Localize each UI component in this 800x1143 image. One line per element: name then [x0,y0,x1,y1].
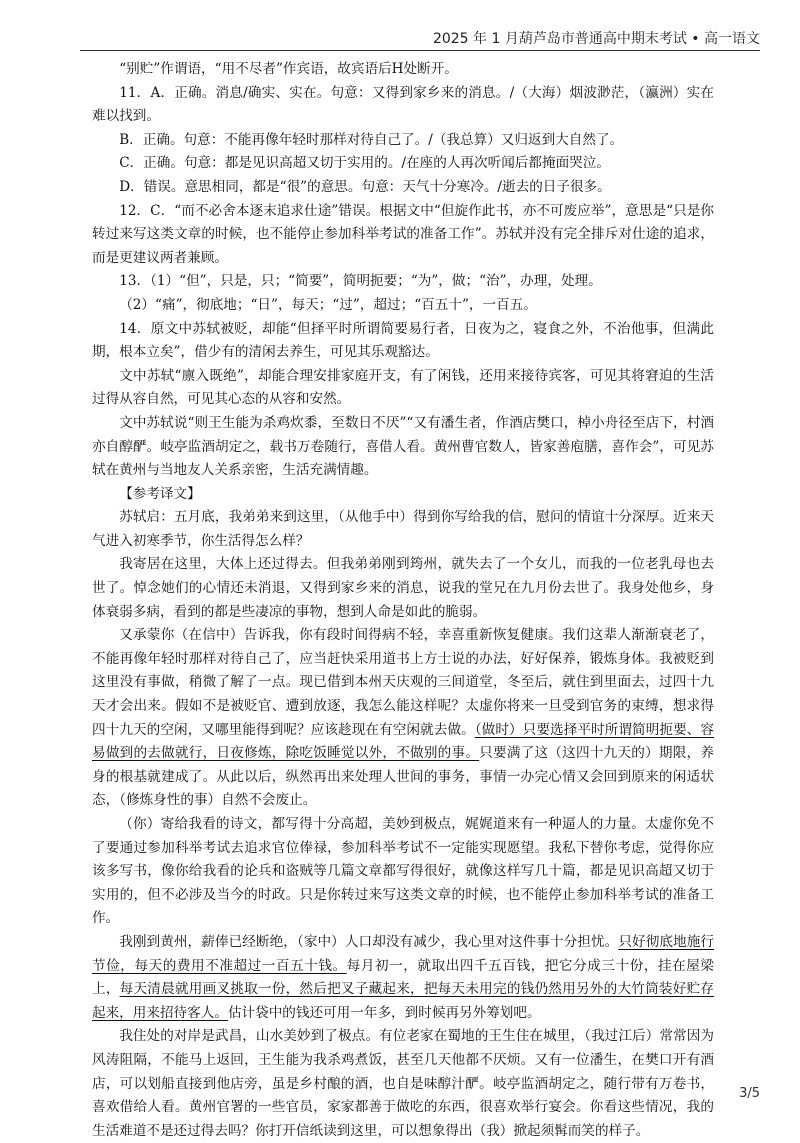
answer-14-point-3: 文中苏轼说“则王生能为杀鸡炊黍，至数日不厌”“又有潘生者，作酒店樊口，棹小舟径至店下，村酒亦自醇酽。岐亭监酒胡定之，载书万卷随行，喜借人看。黄州曹官数人，皆家善庖膳，喜作会”，可见苏轼在黄州与当地友人关系亲密，生活充满情趣。 [92,414,714,479]
answer-11c: C．正确。句意：都是见识高超又切于实用的。/在座的人再次听闻后都掩面哭泣。 [119,155,610,172]
translation-text: 估计袋中的钱还可用一年多，到时候再另外筹划吧。 [227,1004,541,1021]
answer-content [92,58,714,1143]
underlined-sentence: 每天清晨就用画叉挑取一份，然后把叉子藏起来，把每天未用完的钱仍然用另外的大竹筒装好贮存起来，用来招待客人。 [92,981,714,1021]
translation-text: 每月初一，就取出四千五百钱，把它分成三十份，挂在屋梁上， [92,957,715,998]
translation-text: 只要满了这（这四十九天的）期限，养身的根基就建成了。从此以后，纵然再出来处理人世间的事务，事情一办完心情又会回到原来的闲适状态，（修炼身性的事）自然不会废止。 [92,745,715,809]
underlined-sentence: （做时）只要选择平时所谓简明扼要、容易做到的去做就行，日夜修炼，除吃饭睡觉以外，不做别的事。 [92,721,714,762]
answer-11a: 11．A．正确。消息/确实、实在。句意：又得到家乡来的消息。/（大海）烟波渺茫，（瀛洲）实在难以找到。 [92,84,714,125]
answer-14-point-2: 文中苏轼“廪入既绝”，却能合理安排家庭开支，有了闲钱，还用来接待宾客，可见其将窘迫的生活过得从容自然，可见其心态的从容和安然。 [92,367,714,408]
page-header: 2025 年 1 月葫芦岛市普通高中期末考试 • 高一语文 [432,31,760,47]
answer-13-1: 13．（1）“但”，只是，只；“简要”，简明扼要；“为”，做；“治”，办理，处理。 [119,273,602,290]
answer-13-2: （2）“痛”，彻底地；“日”，每天；“过”，超过；“百五十”，一百五。 [119,296,537,313]
translation-paragraph: （你）寄给我看的诗文，都写得十分高超，美妙到极点，娓娓道来有一种逼人的力量。太虚你免不了要通过参加科举考试去追求官位俸禄，参加科举考试不一定能实现愿望。我私下替你考虑，觉得你应该多写书，像你给我看的论兵和盗贼等几篇文章都写得很好，就像这样写几十篇，都是见识高超又切于实用的，但不必涉及当今的时政。只是你转过来写这类文章的时候，也不能停止参加科举考试的准备工作。 [92,816,714,927]
translation-paragraph [92,624,714,813]
page-number: 3/5 [739,1086,760,1101]
translation-text: 我刚到黄州，薪俸已经断绝，（家中）人口却没有减少，我心里对这件事十分担忧。 [119,933,619,950]
translation-heading: 【参考译文】 [119,485,201,502]
translation-text: 又承蒙你（在信中）告诉我，你有段时间得病不轻，幸喜重新恢复健康。我们这辈人渐渐衰老了，不能再像年轻时那样对待自己了，应当赶快采用道书上方士说的办法，好好保养，锻炼身体。我被贬到这里没有事做，稍微了解了一点。现已借到本州天庆观的三间道堂，冬至后，就住到里面去，过四十九天才会出来。假如不是被贬官、遭到放逐，我怎么能这样呢？太虚你将来一旦受到官务的束缚，想求得四十九天的空闲，又哪里能得到呢？应该趁现在有空闲就去做。 [92,627,714,738]
translation-paragraph [92,931,714,1025]
answer-11b: B．正确。句意：不能再像年轻时那样对待自己了。/（我总算）又归返到大自然了。 [119,131,624,148]
header-divider [80,50,760,51]
translation-paragraph: 苏轼启：五月底，我弟弟来到这里，（从他手中）得到你写给我的信，慰问的情谊十分深厚。近来天气进入初寒季节，你生活得怎么样？ [92,509,714,549]
answer-14: 14．原文中苏轼被贬，却能“但择平时所谓简要易行者，日夜为之，寝食之外，不治他事，但满此期，根本立矣”，借少有的清闲去养生，可见其乐观豁达。 [92,320,714,361]
answer-11d: D．错误。意思相同，都是“很”的意思。句意：天气十分寒冷。/逝去的日子很多。 [119,178,611,195]
underlined-sentence: 只好彻底地施行节俭，每天的费用不准超过一百五十钱。 [92,933,715,974]
translation-paragraph: 我住处的对岸是武昌，山水美妙到了极点。有位老家在蜀地的王生住在城里，（我过江后）常常因为风涛阻隔，不能马上返回，王生能为我杀鸡煮饭，甚至几天他都不厌烦。又有一位潘生，在樊口开有酒店，可以划船直接到他店旁，虽是乡村酿的酒，也自是味醇汁酽。岐亭监酒胡定之，随行带有万卷书，喜欢借给人看。黄州官署的一些官员，家家都善于做吃的东西，很喜欢举行宴会。你看这些情况，我的生活难道不是还过得去吗？你打开信纸读到这里，可以想象得出（我）掀起须髯而笑的样子。 [92,1028,714,1139]
translation-paragraph: 我寄居在这里，大体上还过得去。但我弟弟刚到筠州，就失去了一个女儿，而我的一位老乳母也去世了。悼念她们的心情还未消退，又得到家乡来的消息，说我的堂兄在九月份去世了。我身处他乡，身体衰弱多病，看到的都是些凄凉的事物，想到人命是如此的脆弱。 [92,556,714,620]
answer-12: 12．C．“而不必舍本逐末追求仕途”错误。根据文中“但旋作此书，亦不可废应举”，意思是“只是你转过来写这类文章的时候，也不能停止参加科举考试的准备工作”。苏轼并没有完全排斥对仕途的追求，而是更建议两者兼顾。 [92,202,714,266]
answer-paragraph: “别贮”作谓语，“用不尽者”作宾语，故宾语后H处断开。 [119,61,458,77]
